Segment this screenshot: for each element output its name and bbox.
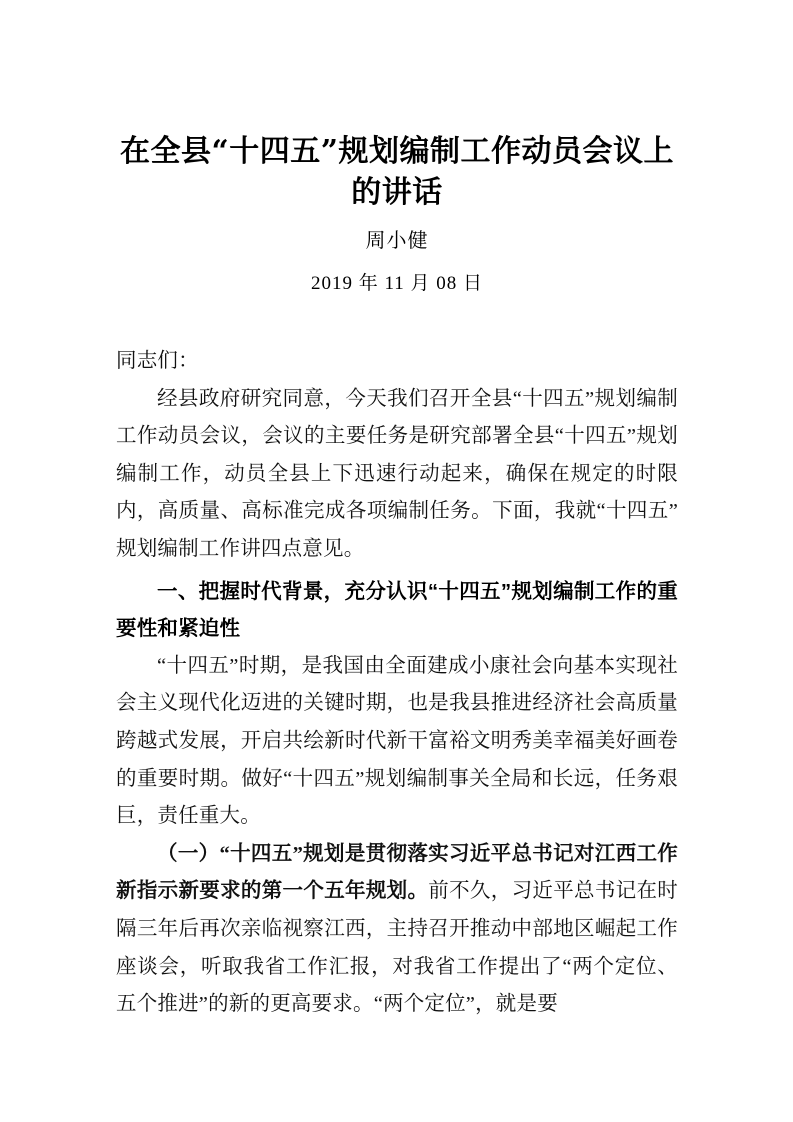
subsection-one-lead: （一）“十四五”规划是贯彻落实习近平总书记对江西工作新指示新要求的第一个五年规划。 (116, 842, 678, 903)
section-heading-one: 一、把握时代背景，充分认识“十四五”规划编制工作的重要性和紧迫性 (116, 579, 678, 641)
document-content-column (116, 0, 678, 1024)
subsection-one-body: 前不久，习近平总书记在时隔三年后再次亲临视察江西，主持召开推动中部地区崛起工作座谈会，听取我省工作汇报，对我省工作提出了“两个定位、五个推进”的新的更高要求。“两个定位”，就是要 (116, 880, 679, 1016)
subsection-one-paragraph (116, 836, 678, 1024)
document-body (116, 297, 678, 1024)
salutation: 同志们： (116, 350, 199, 372)
section-one-paragraph: “十四五”时期，是我国由全面建成小康社会向基本实现社会主义现代化迈进的关键时期，也是我县推进经济社会高质量跨越式发展，开启共绘新时代新干富裕文明秀美幸福美好画卷的重要时期。做好“十四五”规划编制事关全局和长远，任务艰巨，责任重大。 (116, 654, 678, 828)
document-author: 周小健 (365, 230, 429, 252)
document-date: 2019 年 11 月 08 日 (310, 273, 484, 294)
opening-paragraph: 经县政府研究同意，今天我们召开全县“十四五”规划编制工作动员会议，会议的主要任务是研究部署全县“十四五”规划编制工作，动员全县上下迅速行动起来，确保在规定的时限内，高质量、高标准完成各项编制任务。下面，我就“十四五”规划编制工作讲四点意见。 (116, 387, 678, 560)
page-title: 在全县“十四五”规划编制工作动员会议上的讲话 (119, 134, 674, 210)
